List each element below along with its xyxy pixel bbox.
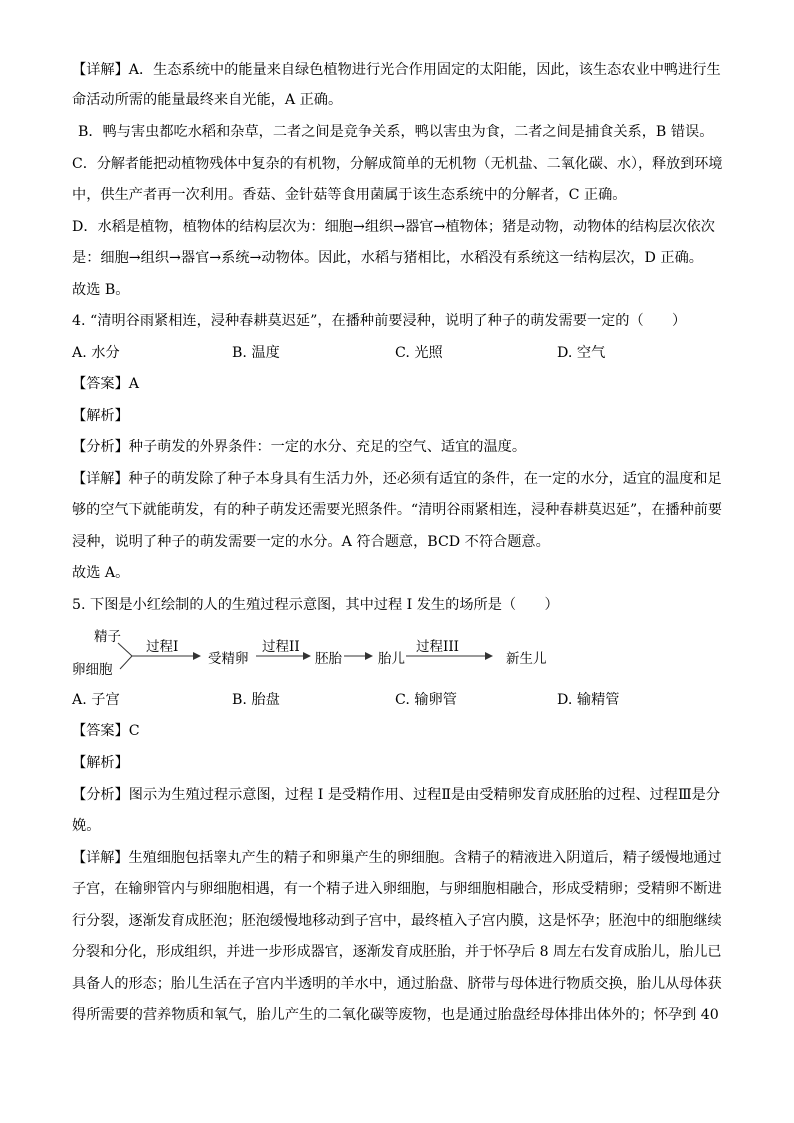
q3-detail-line-4: C．分解者能把动植物残体中复杂的有机物，分解成简单的无机物（无机盐、二氧化碳、水），释放到环境 [72,156,723,172]
q4-detail-line-2: 够的空气下就能萌发，有的种子萌发还需要光照条件。“清明谷雨紧相连，浸种春耕莫迟延”，在播种前要 [72,502,722,518]
process-3-label: 过程III [416,639,459,655]
q5-analysis-heading: 【解析】 [72,755,129,771]
q4-option-d: D. 空气 [557,345,606,361]
q3-detail-line-2: 命活动所需的能量最终来自光能，A 正确。 [72,92,343,108]
q4-option-b: B. 温度 [232,345,280,361]
q5-option-b: B. 胎盘 [232,692,280,708]
egg-label: 卵细胞 [72,662,113,678]
egg-merge-line [120,656,132,669]
q3-detail-line-7: 是：细胞→组织→器官→系统→动物体。因此，水稻与猪相比，水稻没有系统这一结构层次，D 正确。 [72,250,703,266]
reproduction-diagram [72,625,722,687]
q3-detail-line-6: D．水稻是植物，植物体的结构层次为：细胞→组织→器官→植物体；猪是动物，动物体的结构层次依次 [72,219,715,235]
process-2-label: 过程II [262,639,300,655]
q4-choice: 故选 A。 [72,565,130,581]
q4-detail-line-3: 浸种，说明了种子的萌发需要一定的水分。A 符合题意，BCD 不符合题意。 [72,534,550,550]
q5-detail-line-4: 分裂和分化，形成组织，并进一步形成器官，逐渐发育成胚胎，并于怀孕后 8 周左右发育成胎儿，胎儿已 [72,944,722,960]
q3-detail-line-5: 中，供生产者再一次利用。香菇、金针菇等食用菌属于该生态系统中的分解者，C 正确。 [72,187,627,203]
q5-answer: 【答案】C [72,723,140,739]
q5-detail-line-3: 行分裂，逐渐发育成胚泡；胚泡缓慢地移动到子宫中，最终植入子宫内膜，这是怀孕；胚泡中的细胞继续 [72,913,722,929]
sperm-label: 精子 [94,629,121,645]
q5-detail-line-1: 【详解】生殖细胞包括睾丸产生的精子和卵巢产生的卵细胞。含精子的精液进入阴道后，精子缓慢地通过 [72,850,722,866]
q5-detail-line-5: 具备人的形态；胎儿生活在子宫内半透明的羊水中，通过胎盘、脐带与母体进行物质交换，胎儿从母体获 [72,976,722,992]
newborn-label: 新生儿 [506,651,547,667]
q5-option-a: A. 子宫 [72,692,120,708]
q5-analysis-line-2: 娩。 [72,818,101,834]
q4-stem: 4. “清明谷雨紧相连，浸种春耕莫迟延”，在播种前要浸种，说明了种子的萌发需要一定的（ ） [72,313,687,329]
fetus-label: 胎儿 [378,651,405,667]
q5-detail-line-6: 得所需要的营养物质和氧气，胎儿产生的二氧化碳等废物，也是通过胎盘经母体排出体外的；怀孕到 40 [72,1007,719,1023]
q5-options [72,690,722,710]
q3-detail-line-3: B．鸭与害虫都吃水稻和杂草，二者之间是竞争关系，鸭以害虫为食，二者之间是捕食关系，B 错误。 [78,124,714,140]
q5-analysis-line-1: 【分析】图示为生殖过程示意图，过程 I 是受精作用、过程Ⅱ是由受精卵发育成胚胎的过程、过程Ⅲ是分 [72,787,721,803]
q3-choice: 故选 B。 [72,282,130,298]
process-1-label: 过程I [146,639,179,655]
q5-option-d: D. 输精管 [557,692,620,708]
q4-detail-line-1: 【详解】种子的萌发除了种子本身具有生活力外，还必须有适宜的条件，在一定的水分，适宜的温度和足 [72,471,722,487]
embryo-label: 胚胎 [315,651,342,667]
q4-option-c: C. 光照 [395,345,443,361]
q4-options [72,343,722,363]
q5-detail-line-2: 子宫，在输卵管内与卵细胞相遇，有一个精子进入卵细胞，与卵细胞相融合，形成受精卵；受精卵不断进 [72,881,722,897]
q4-analysis-heading: 【解析】 [72,408,129,424]
q4-option-a: A. 水分 [72,345,120,361]
q4-answer: 【答案】A [72,376,139,392]
q5-option-c: C. 输卵管 [395,692,457,708]
zygote-label: 受精卵 [208,651,249,667]
q4-analysis: 【分析】种子萌发的外界条件：一定的水分、充足的空气、适宜的温度。 [72,439,527,455]
q5-stem: 5. 下图是小红绘制的人的生殖过程示意图，其中过程 I 发生的场所是（ ） [72,597,559,613]
q3-detail-line-1: 【详解】A．生态系统中的能量来自绿色植物进行光合作用固定的太阳能，因此，该生态农业中鸭进行生 [72,62,721,78]
